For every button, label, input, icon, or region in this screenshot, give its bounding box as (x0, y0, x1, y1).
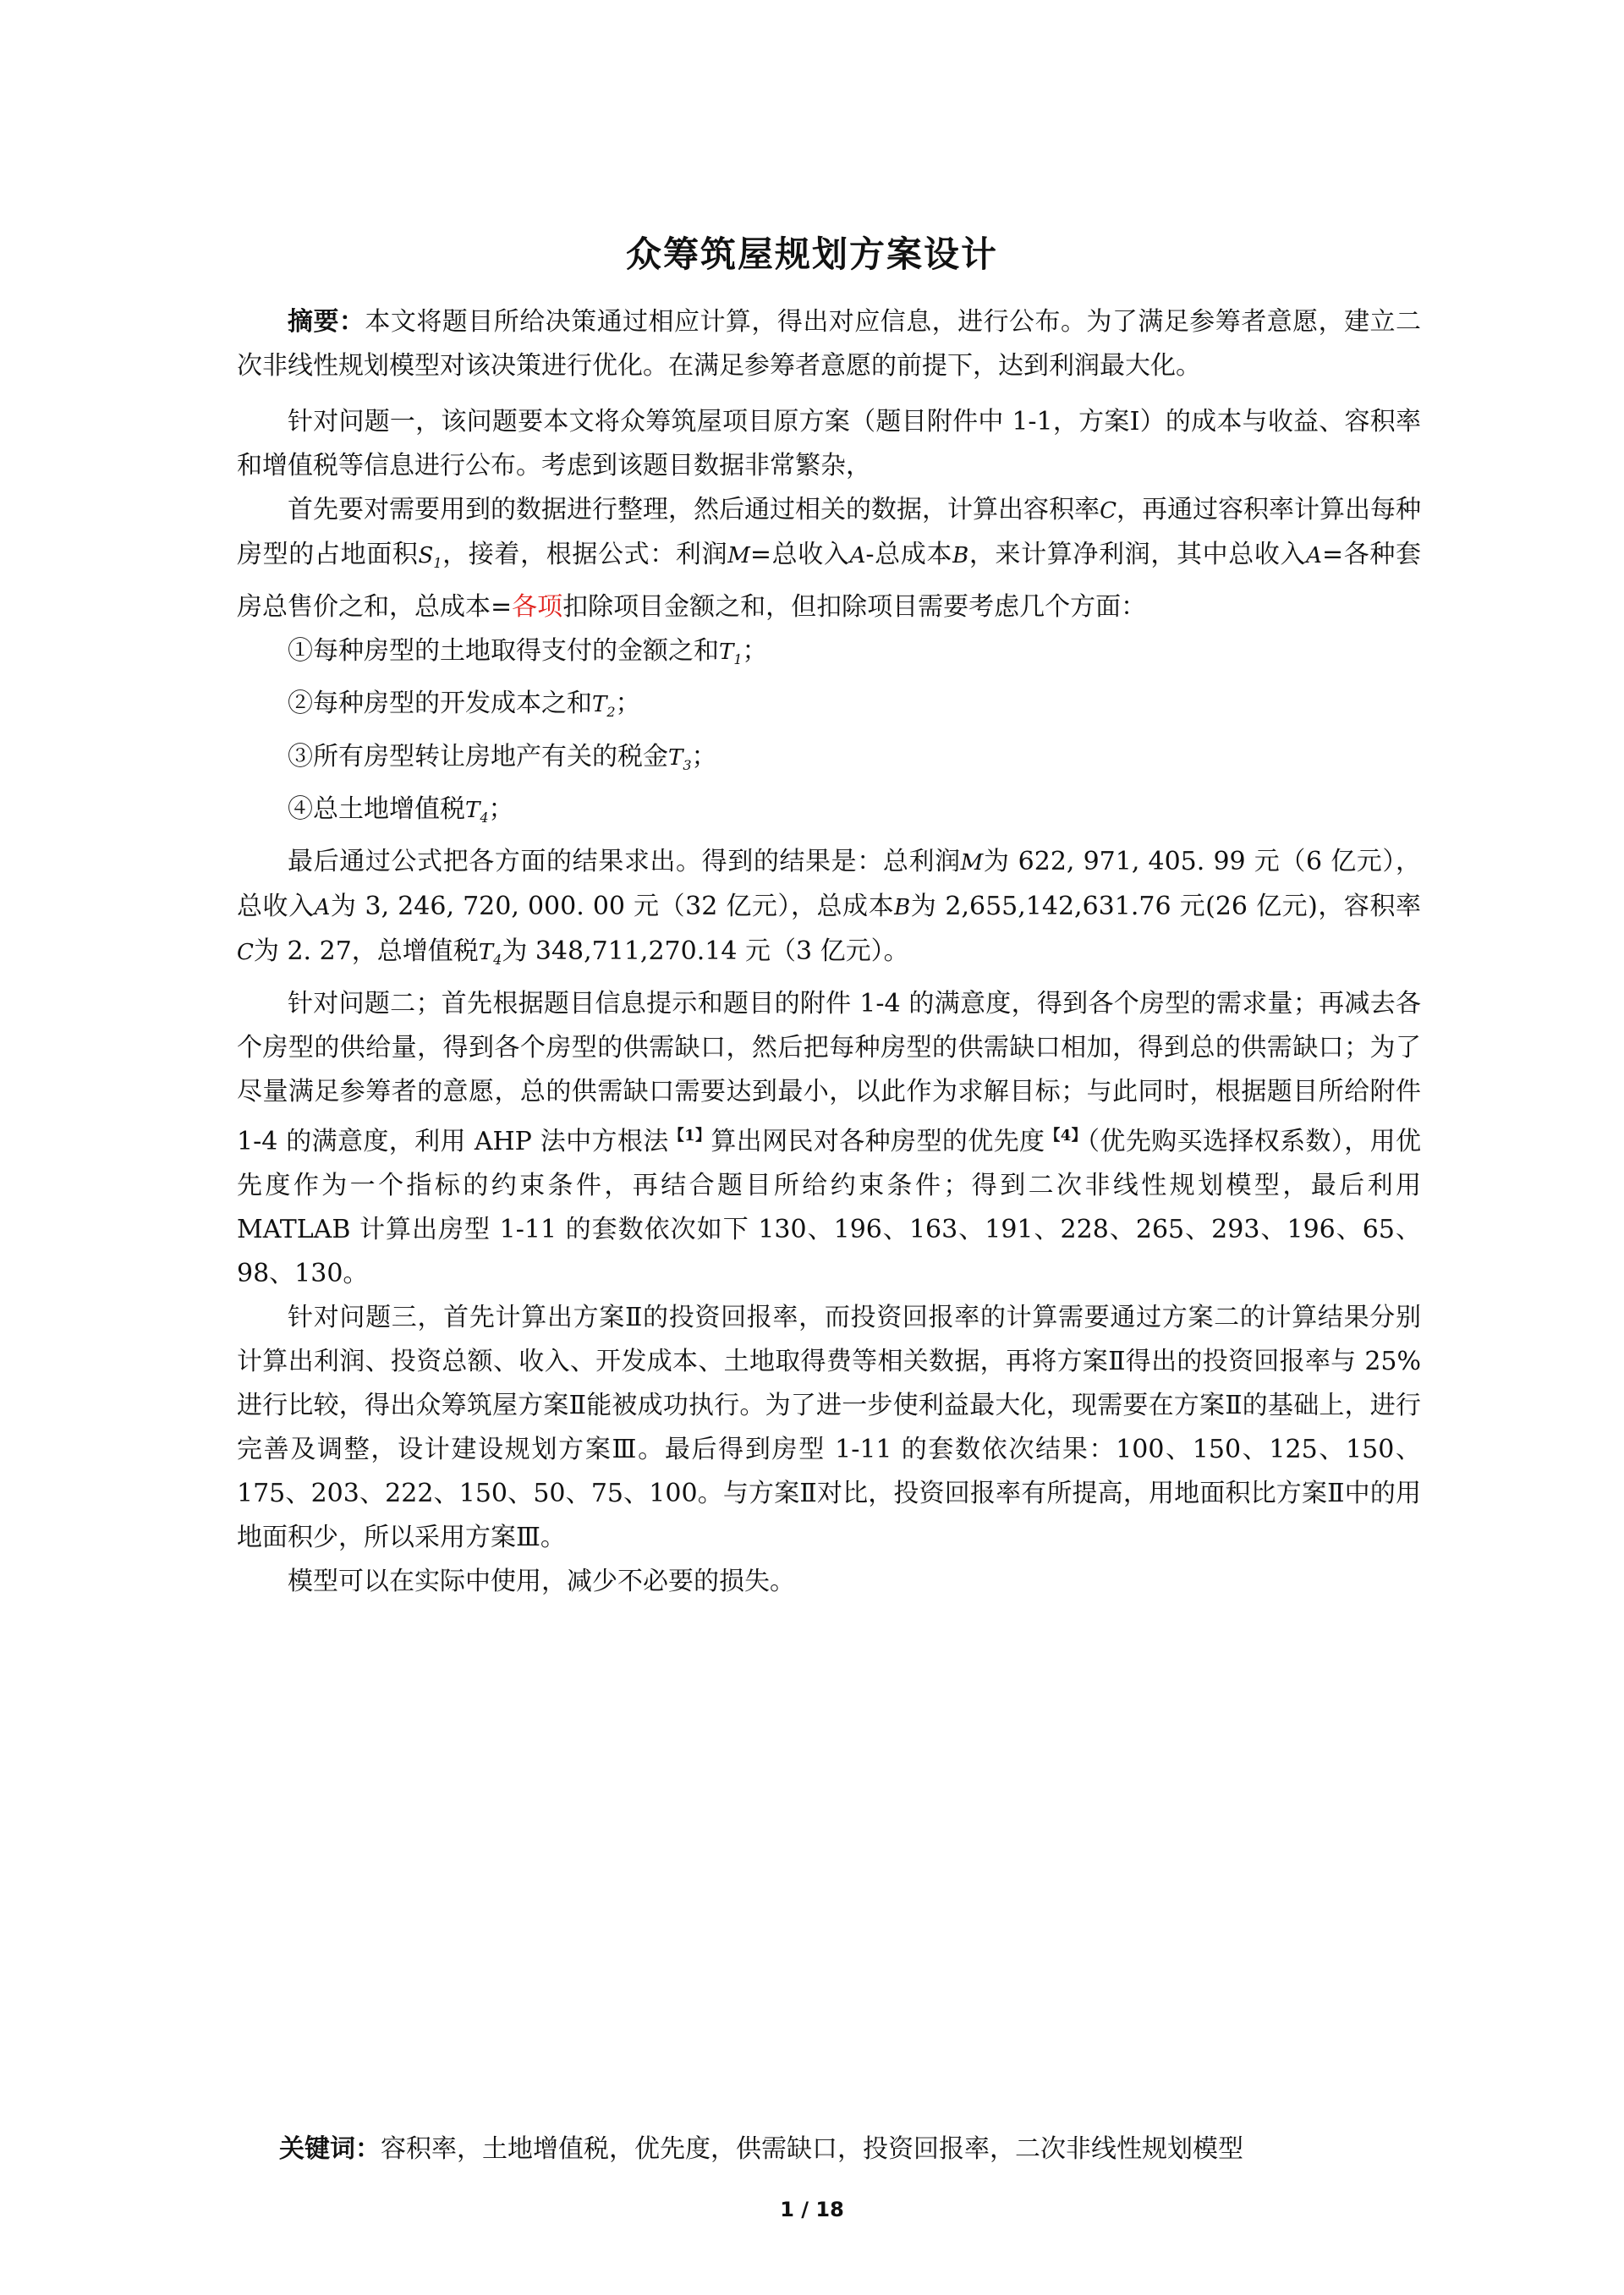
closing-paragraph: 模型可以在实际中使用，减少不必要的损失。 (288, 1567, 795, 1597)
q1-text-c: ，接着，根据公式：利润 (442, 540, 728, 569)
q1-text-d: =总收入 (749, 540, 850, 569)
symbol-C: C (1100, 498, 1116, 524)
symbol-M: M (727, 543, 750, 568)
abstract-label: 摘要： (288, 307, 365, 337)
abstract-text: 本文将题目所给决策通过相应计算，得出对应信息，进行公布。为了满足参筹者意愿，建立二次非线性规划模型对该决策进行优化。在满足参筹者意愿的前提下，达到利润最大化。 (237, 307, 1422, 381)
abstract-paragraph (237, 300, 1421, 388)
keywords-label: 关键词： (279, 2134, 381, 2164)
q1-intro: 针对问题一，该问题要本文将众筹筑屋项目原方案（题目附件中 1-1，方案Ⅰ）的成本与收益、容积率和增值税等信息进行公布。考虑到该题目数据非常繁杂， (237, 407, 1421, 480)
page-number: 1 / 18 (780, 2198, 844, 2221)
symbol-A: A (849, 543, 866, 568)
abstract-body (237, 300, 1421, 1604)
highlighted-term: 各项 (512, 592, 563, 623)
q1-text-h: 扣除项目金额之和，但扣除项目需要考虑几个方面： (562, 592, 1147, 623)
q1-result-paragraph: 最后通过公式把各方面的结果求出。得到的结果是：总利润M为 622, 971, 405. 99 元（6 亿元），总收入A为 3, 246, 720, 000. 00 元（32 亿元），总成本B为 2,655,142,631.76 元(26 亿元)，容积率C为 2. 27，总增值税$T_4$为 348,711,270.14 元（3 亿元）。 (237, 846, 1421, 969)
q1-text-a: 首先要对需要用到的数据进行整理，然后通过相关的数据，计算出容积率 (288, 495, 1100, 524)
symbol-S1: $S_1$ (418, 543, 442, 572)
list-item: ①每种房型的土地取得支付的金额之和$T_1$； (288, 636, 768, 668)
q1-text-b: ，再通过容积率计算出每种房型的占地面积 (237, 495, 1422, 569)
list-item: ③所有房型转让房地产有关的税金$T_3$； (288, 741, 717, 773)
q2-paragraph: 针对问题二；首先根据题目信息提示和题目的附件 1-4 的满意度，得到各个房型的需求量；再减去各个房型的供给量，得到各个房型的供需缺口，然后把每种房型的供需缺口相加，得到总的供需缺口；为了尽量满足参筹者的意愿，总的供需缺口需要达到最小，以此作为求解目标；与此同时，根据题目所给附件 1-4 的满意度，利用 AHP 法中方根法$^{【1】}$算出网民对各种房型的优先度$^{【4】}$（优先购买选择权系数），用优先度作为一个指标的约束条件，再结合题目所给约束条件；得到二次非线性规划模型，最后利用 MATLAB 计算出房型 1-11 的套数依次如下 130、196、163、191、228、265、293、196、65、98、130。 (237, 989, 1422, 1289)
symbol-B: B (952, 543, 969, 568)
q1-method-paragraph (237, 488, 1421, 629)
q1-text-f: ，来计算净利润，其中总收入 (968, 540, 1307, 569)
citation: 【4】 (1045, 1127, 1088, 1145)
symbol-A: A (1306, 543, 1322, 568)
citation: 【1】 (668, 1127, 711, 1145)
list-item: ②每种房型的开发成本之和$T_2$； (288, 689, 641, 721)
keywords-line (279, 2128, 1463, 2171)
keywords-text: 容积率，土地增值税，优先度，供需缺口，投资回报率，二次非线性规划模型 (381, 2134, 1243, 2164)
q1-text-g: =各种套房总售价之和，总成本= (237, 540, 1422, 623)
paper-title: 众筹筑屋规划方案设计 (625, 233, 998, 275)
list-item: ④总土地增值税$T_4$； (288, 793, 514, 826)
q3-paragraph: 针对问题三，首先计算出方案Ⅱ的投资回报率，而投资回报率的计算需要通过方案二的计算结果分别计算出利润、投资总额、收入、开发成本、土地取得费等相关数据，再将方案Ⅱ得出的投资回报率与 25%进行比较，得出众筹筑屋方案Ⅱ能被成功执行。为了进一步使利益最大化，现需要在方案Ⅱ的基础上，进行完善及调整，设计建设规划方案Ⅲ。最后得到房型 1-11 的套数依次结果：100、150、125、150、175、203、222、150、50、75、100。与方案Ⅱ对比，投资回报率有所提高，用地面积比方案Ⅱ中的用地面积少，所以采用方案Ⅲ。 (237, 1303, 1421, 1553)
q1-text-e: -总成本 (865, 540, 953, 569)
